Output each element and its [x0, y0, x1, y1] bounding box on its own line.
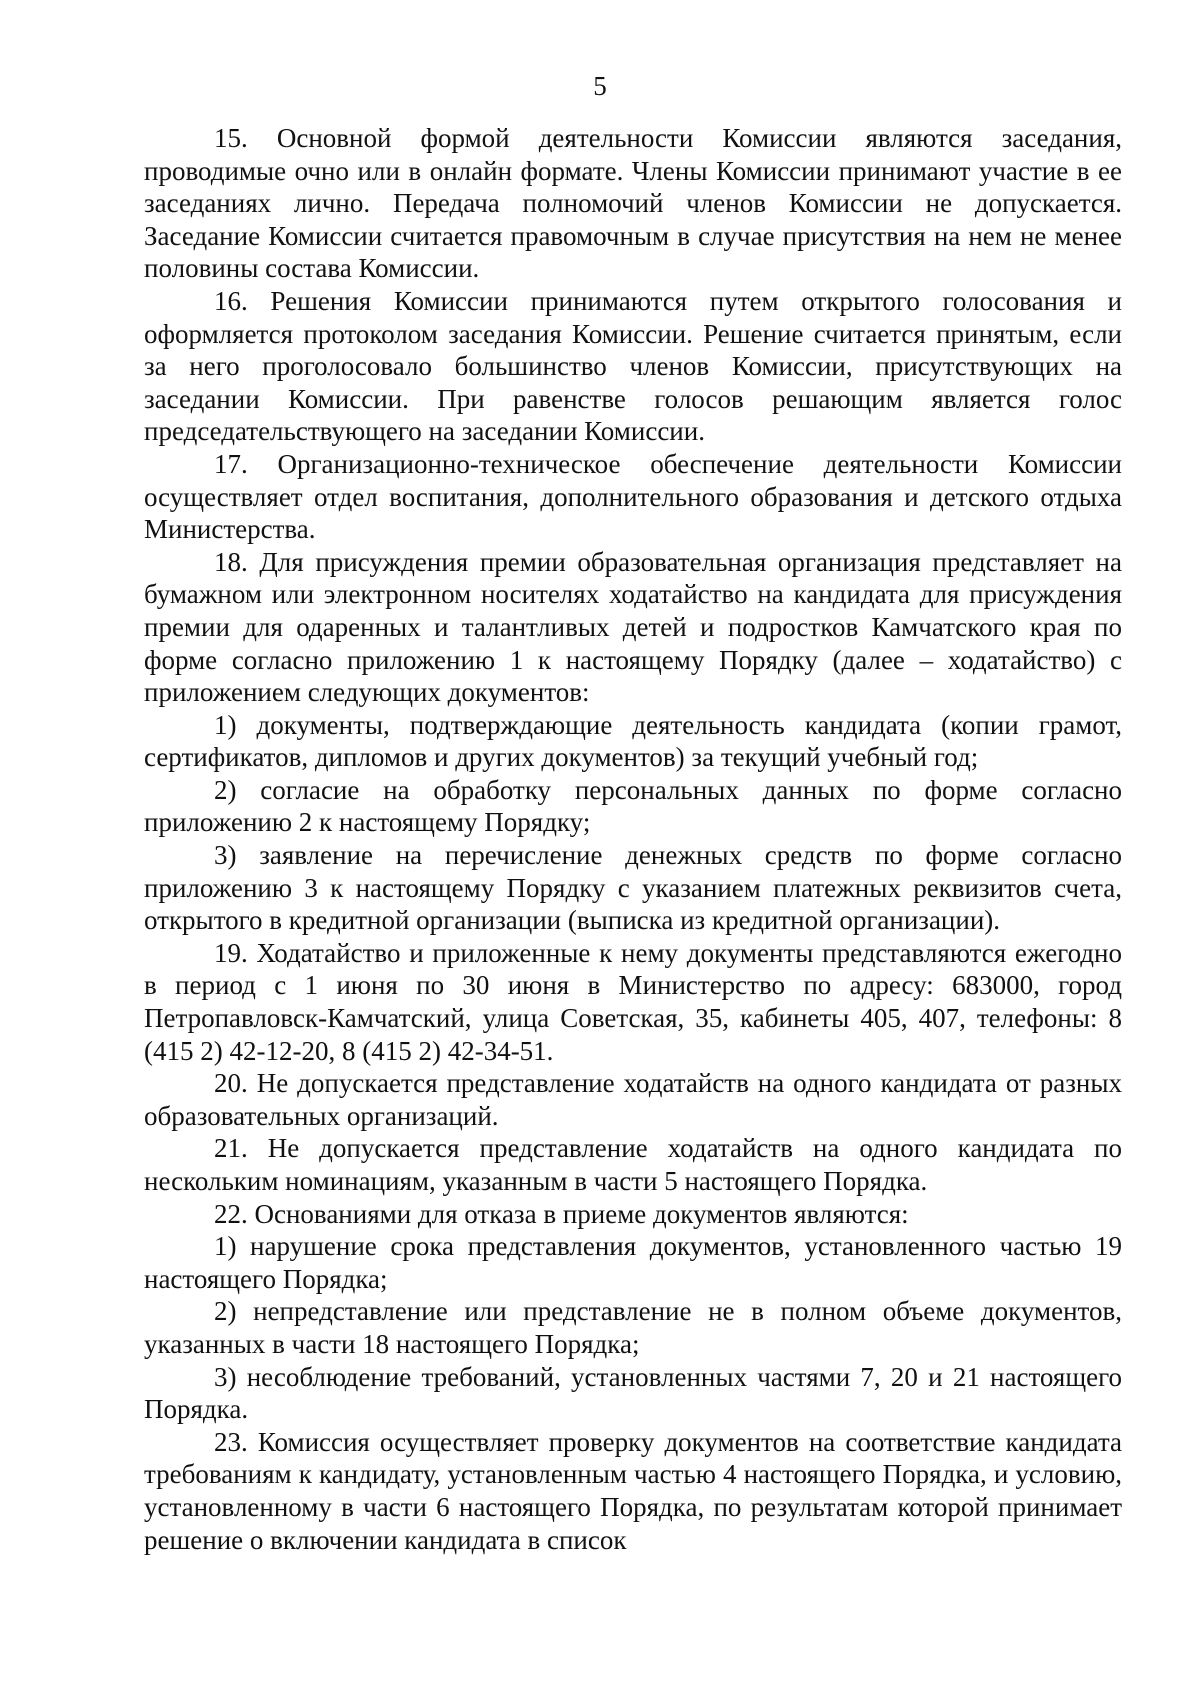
paragraph-15: 15. Основной формой деятельности Комиссии являются заседания, проводимые очно или в онлайн формате. Члены Комиссии принимают участие в ее заседаниях лично. Передача полномочий членов Комиссии не допускается. Заседание Комиссии считается правомочным в случае присутствия на нем не менее половины состава Комиссии. [144, 123, 1122, 284]
paragraph-18-item-3: 3) заявление на перечисление денежных средств по форме согласно приложению 3 к настоящему Порядку с указанием платежных реквизитов счета, открытого в кредитной организации (выписка из кредитной организации). [144, 840, 1122, 936]
paragraph-17: 17. Организационно-техническое обеспечение деятельности Комиссии осуществляет отдел воспитания, дополнительного образования и детского отдыха Министерства. [144, 448, 1122, 545]
paragraph-18: 18. Для присуждения премии образовательная организация представляет на бумажном или электронном носителях ходатайство на кандидата для присуждения премии для одаренных и талантливых детей и подростков Камчатского края по форме согласно приложению 1 к настоящему Порядку (далее – ходатайство) с приложением следующих документов: [144, 546, 1122, 708]
paragraph-21: 21. Не допускается представление ходатайств на одного кандидата по нескольким номинациям, указанным в части 5 настоящего Порядка. [144, 1133, 1122, 1196]
paragraph-23: 23. Комиссия осуществляет проверку документов на соответствие кандидата требованиям к кандидату, установленным частью 4 настоящего Порядка, и условию, установленному в части 6 настоящего Порядка, по результатам которой принимает решение о включении кандидата в список [144, 1426, 1122, 1555]
paragraph-18-item-1: 1) документы, подтверждающие деятельность кандидата (копии грамот, сертификатов, дипломов и других документов) за текущий учебный год; [144, 709, 1122, 773]
paragraph-19: 19. Ходатайство и приложенные к нему документы представляются ежегодно в период с 1 июня по 30 июня в Министерство по адресу: 683000, город Петропавловск-Камчатский, улица Советская, 35, кабинеты 405, 407, телефоны: 8 (415 2) 42-12-20, 8 (415 2) 42-34-51. [144, 937, 1122, 1066]
paragraph-22: 22. Основаниями для отказа в приеме документов являются: [214, 1198, 909, 1229]
paragraph-20: 20. Не допускается представление ходатайств на одного кандидата от разных образовательных организаций. [144, 1068, 1122, 1131]
paragraph-22-item-1: 1) нарушение срока представления документов, установленного частью 19 настоящего Порядка; [144, 1231, 1122, 1294]
paragraph-22-item-2: 2) непредставление или представление не в полном объеме документов, указанных в части 18 настоящего Порядка; [144, 1296, 1122, 1359]
page-number: 5 [593, 71, 607, 101]
paragraph-16: 16. Решения Комиссии принимаются путем открытого голосования и оформляется протоколом заседания Комиссии. Решение считается принятым, если за него проголосовало большинство членов Комиссии, присутствующих на заседании Комиссии. При равенстве голосов решающим является голос председательствующего на заседании Комиссии. [144, 285, 1122, 447]
paragraph-22-item-3: 3) несоблюдение требований, установленных частями 7, 20 и 21 настоящего Порядка. [144, 1361, 1122, 1425]
document-body [144, 122, 1122, 1556]
paragraph-18-item-2: 2) согласие на обработку персональных данных по форме согласно приложению 2 к настоящему Порядку; [144, 774, 1122, 838]
